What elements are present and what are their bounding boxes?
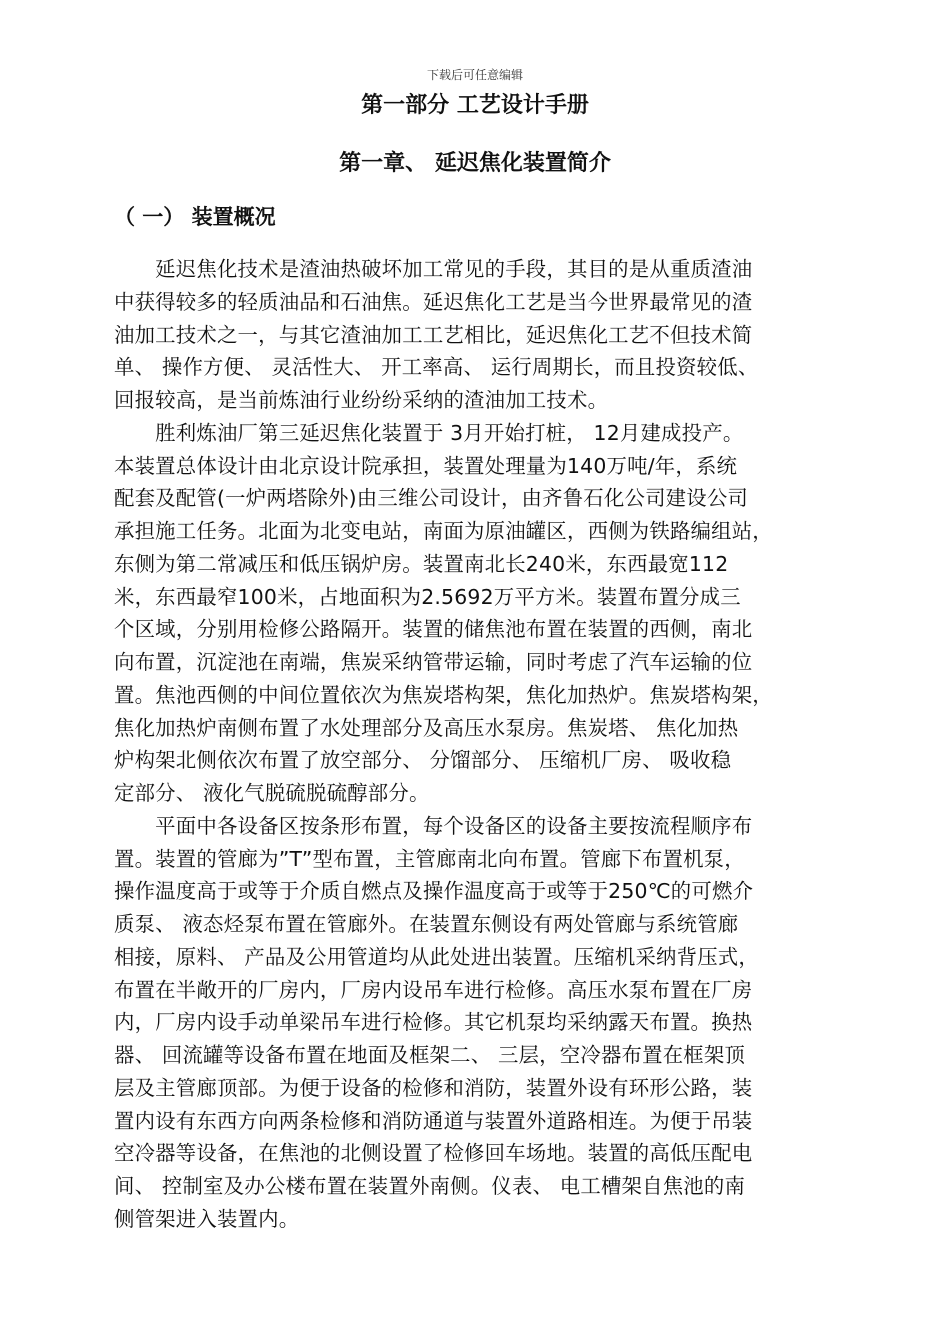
text-line: 层及主管廊顶部。为便于设备的检修和消防，装置外设有环形公路，装 — [114, 1075, 753, 1100]
text-line: 米，东西最窄100米，占地面积为2.5692万平方米。装置布置分成三 — [114, 584, 741, 609]
text-line: 置内设有东西方向两条检修和消防通道与装置外道路相连。为便于吊装 — [114, 1108, 753, 1133]
text-line: 平面中各设备区按条形布置，每个设备区的设备主要按流程顺序布 — [114, 813, 753, 838]
text-line: 东侧为第二常减压和低压锅炉房。装置南北长240米，东西最宽112 — [114, 551, 729, 576]
text-line: 定部分、 液化气脱硫脱硫醇部分。 — [114, 781, 430, 805]
text-line: 内，厂房内设手动单梁吊车进行检修。其它机泵均采纳露天布置。换热 — [114, 1010, 753, 1035]
text-line: 置。装置的管廊为”T”型布置，主管廊南北向布置。管廊下布置机泵， — [114, 846, 745, 871]
text-line: 向布置，沉淀池在南端，焦炭采纳管带运输，同时考虑了汽车运输的位 — [114, 650, 753, 674]
header-note: 下载后可任意编辑 — [426, 68, 523, 82]
text-line: 单、 操作方便、 灵活性大、 开工率高、 运行周期长，而且投资较低、 — [114, 355, 759, 380]
text-line: 置。焦池西侧的中间位置依次为焦炭塔构架，焦化加热炉。焦炭塔构架， — [114, 682, 773, 707]
text-line: 焦化加热炉南侧布置了水处理部分及高压水泵房。焦炭塔、 焦化加热 — [114, 715, 739, 740]
section-title: （ 一） 装置概况 — [114, 205, 276, 229]
text-line: 操作温度高于或等于介质自燃点及操作温度高于或等于250℃的可燃介 — [114, 879, 754, 904]
text-line: 质泵、 液态烃泵布置在管廊外。在装置东侧设有两处管廊与系统管廊 — [114, 912, 739, 936]
text-line: 油加工技术之一，与其它渣油加工工艺相比，延迟焦化工艺不但技术简 — [114, 322, 753, 347]
text-line: 空冷器等设备，在焦池的北侧设置了检修回车场地。装置的高低压配电 — [114, 1141, 753, 1166]
text-line: 承担施工任务。北面为北变电站，南面为原油罐区，西侧为铁路编组站， — [114, 519, 773, 543]
text-line: 个区域，分别用检修公路隔开。装置的储焦池布置在装置的西侧，南北 — [114, 617, 753, 642]
text-line: 配套及配管(一炉两塔除外)由三维公司设计，由齐鲁石化公司建设公司 — [114, 486, 749, 511]
body-text — [114, 253, 854, 1236]
text-line: 布置在半敞开的厂房内，厂房内设吊车进行检修。高压水泵布置在厂房 — [114, 977, 753, 1002]
text-line: 器、 回流罐等设备布置在地面及框架二、 三层，空冷器布置在框架顶 — [114, 1043, 746, 1067]
text-line: 间、 控制室及办公楼布置在装置外南侧。仪表、 电工槽架自焦池的南 — [114, 1174, 746, 1198]
text-line: 胜利炼油厂第三延迟焦化装置于 3月开始打桩， 12月建成投产。 — [114, 420, 744, 445]
text-line: 延迟焦化技术是渣油热破坏加工常见的手段，其目的是从重质渣油 — [114, 257, 753, 281]
chapter-title: 第一章、 延迟焦化装置简介 — [339, 151, 611, 176]
text-line: 侧管架进入装置内。 — [114, 1206, 300, 1231]
text-line: 中获得较多的轻质油品和石油焦。延迟焦化工艺是当今世界最常见的渣 — [114, 289, 753, 314]
part-title: 第一部分 工艺设计手册 — [361, 93, 589, 118]
text-line: 相接，原料、 产品及公用管道均从此处进出装置。压缩机采纳背压式， — [114, 944, 759, 969]
text-line: 回报较高，是当前炼油行业纷纷采纳的渣油加工技术。 — [114, 388, 609, 412]
text-line: 本装置总体设计由北京设计院承担，装置处理量为140万吨/年，系统 — [114, 453, 738, 478]
text-line: 炉构架北侧依次布置了放空部分、 分馏部分、 压缩机厂房、 吸收稳 — [114, 748, 732, 773]
